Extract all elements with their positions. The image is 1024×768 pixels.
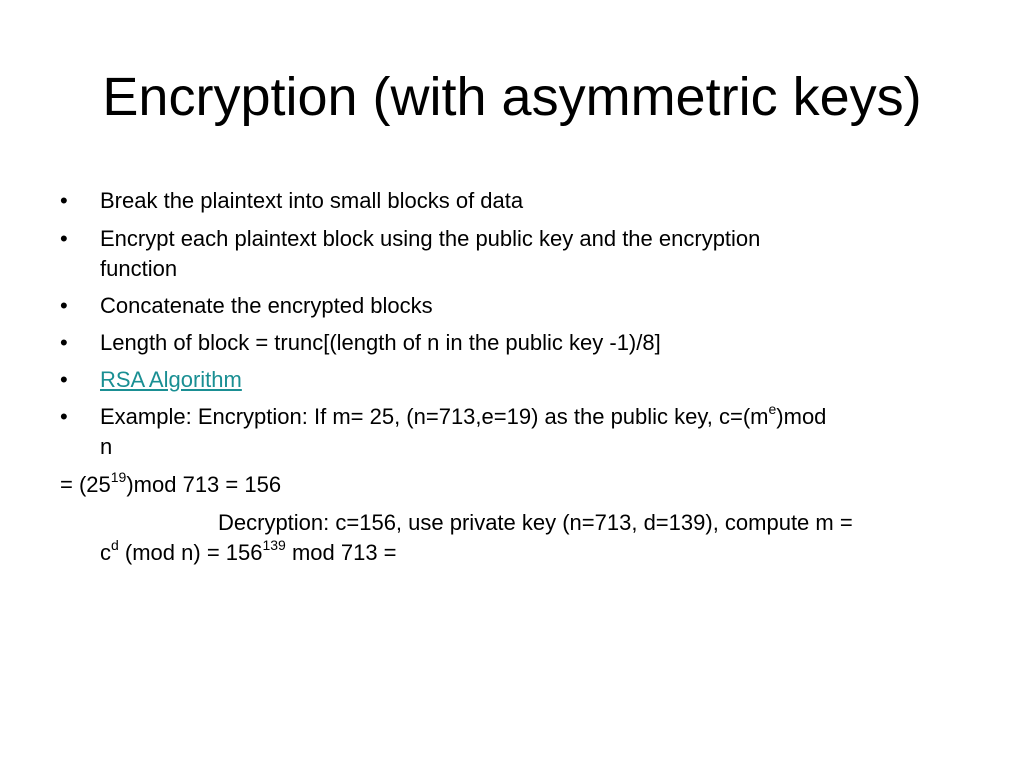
decryption-text-a: c — [100, 540, 111, 565]
bullet-glyph: • — [60, 293, 68, 318]
slide-title: Encryption (with asymmetric keys) — [102, 67, 922, 127]
example-text-a: Example: Encryption: If m= 25, (n=713,e=19) as the public key, c=(m — [100, 404, 769, 429]
decryption-text-c: mod 713 = — [285, 540, 397, 565]
decryption-line1: Decryption: c=156, use private key (n=713, d=139), compute m = — [218, 510, 853, 535]
bullet-text-encrypt-line2: function — [100, 256, 178, 281]
result-line — [60, 470, 281, 500]
decryption-text-b: (mod n) = 156 — [118, 540, 263, 565]
bullet-glyph: • — [60, 404, 68, 429]
bullet-text-example-line2: n — [100, 434, 113, 459]
bullet-glyph: • — [60, 226, 68, 251]
exponent-139: 139 — [262, 536, 286, 553]
result-text-a: = (25 — [60, 472, 111, 497]
bullet-text-break-plaintext: Break the plaintext into small blocks of data — [100, 188, 524, 213]
bullet-glyph: • — [60, 367, 68, 392]
bullet-item-rsa — [100, 365, 970, 395]
exponent-e: e — [768, 400, 777, 417]
example-text-b: )mod — [776, 404, 827, 429]
decryption-line2 — [100, 538, 397, 568]
exponent-d: d — [111, 536, 119, 553]
exponent-19: 19 — [110, 468, 127, 485]
result-text-b: )mod 713 = 156 — [126, 472, 282, 497]
bullet-glyph: • — [60, 330, 68, 355]
rsa-algorithm-link[interactable]: RSA Algorithm — [100, 367, 242, 392]
bullet-glyph: • — [60, 188, 68, 213]
bullet-text-length-of-block: Length of block = trunc[(length of n in the public key -1)/8] — [100, 330, 661, 355]
bullet-text-encrypt-line1: Encrypt each plaintext block using the public key and the encryption — [100, 226, 761, 251]
bullet-text-concatenate: Concatenate the encrypted blocks — [100, 293, 433, 318]
bullet-text-example-line1 — [100, 402, 970, 432]
